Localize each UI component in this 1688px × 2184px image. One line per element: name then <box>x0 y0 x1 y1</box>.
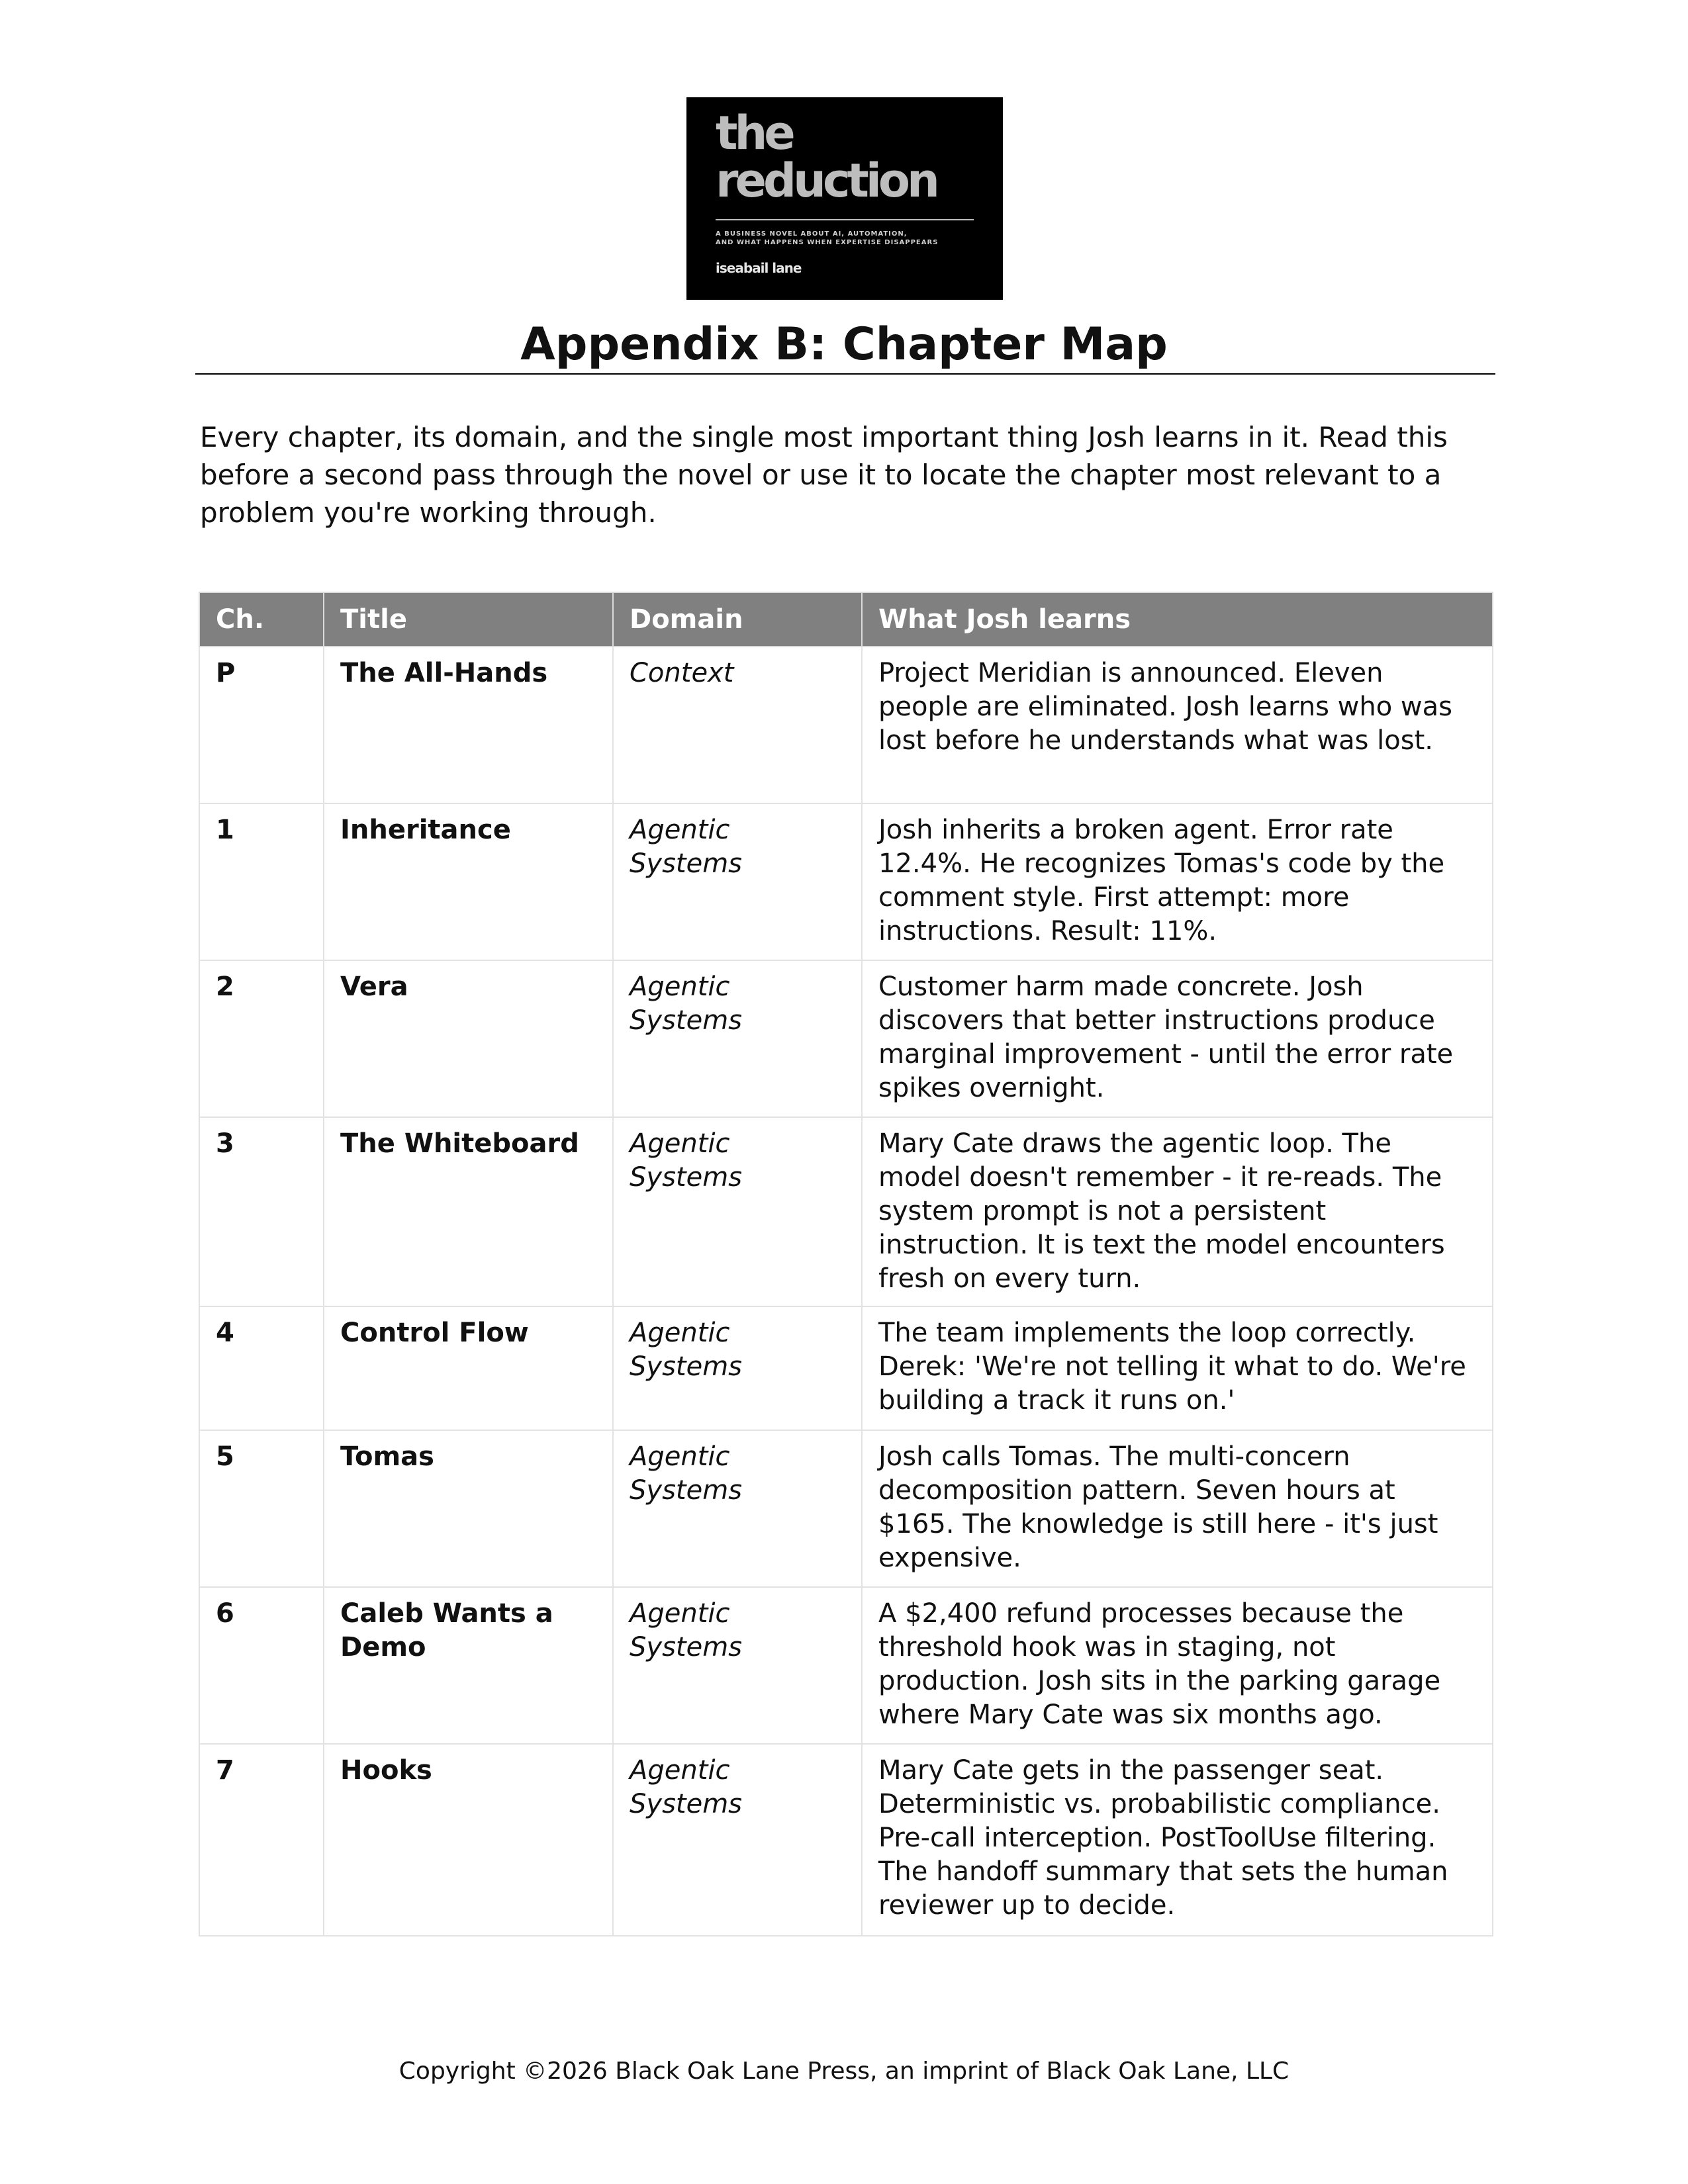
cell-what-josh-learns: Josh calls Tomas. The multi-concern decomposition pattern. Seven hours at $165. The knowledge is still here - it's just expensive. <box>862 1430 1493 1587</box>
cell-what-josh-learns: Customer harm made concrete. Josh discovers that better instructions produce marginal improvement - until the error rate spikes overnight. <box>862 960 1493 1117</box>
cell-chapter: 7 <box>199 1744 324 1936</box>
header-domain: Domain <box>613 592 862 647</box>
table-header-row <box>199 592 1493 647</box>
cell-title: The Whiteboard <box>324 1117 613 1306</box>
copyright-footer: Copyright ©2026 Black Oak Lane Press, an imprint of Black Oak Lane, LLC <box>399 2058 1289 2085</box>
header-chapter: Ch. <box>199 592 324 647</box>
table-row <box>199 1430 1493 1587</box>
cell-what-josh-learns: The team implements the loop correctly. Derek: 'We're not telling it what to do. We're building a track it runs on.' <box>862 1306 1493 1430</box>
table-row <box>199 647 1493 803</box>
cell-chapter: 5 <box>199 1430 324 1587</box>
cell-domain: Context <box>613 647 862 803</box>
chapter-map-table <box>199 592 1493 1936</box>
cell-chapter: 1 <box>199 803 324 960</box>
intro-paragraph: Every chapter, its domain, and the single most important thing Josh learns in it. Read this before a second pass through the novel or use it to locate the chapter most relevant to a problem you're working through. <box>200 421 1448 529</box>
cell-domain: Agentic Systems <box>613 803 862 960</box>
table-row <box>199 960 1493 1117</box>
cover-title-line1: the <box>716 106 792 160</box>
page-title: Appendix B: Chapter Map <box>520 318 1168 371</box>
cell-title: Control Flow <box>324 1306 613 1430</box>
table-row <box>199 1744 1493 1936</box>
cell-title: Hooks <box>324 1744 613 1936</box>
cover-divider <box>716 219 974 220</box>
cell-what-josh-learns: Mary Cate draws the agentic loop. The model doesn't remember - it re-reads. The system prompt is not a persistent instruction. It is text the model encounters fresh on every turn. <box>862 1117 1493 1306</box>
cell-what-josh-learns: Project Meridian is announced. Eleven people are eliminated. Josh learns who was lost before he understands what was lost. <box>862 647 1493 803</box>
cell-domain: Agentic Systems <box>613 1306 862 1430</box>
table-row <box>199 803 1493 960</box>
table-row <box>199 1587 1493 1744</box>
cell-title: Inheritance <box>324 803 613 960</box>
cell-domain: Agentic Systems <box>613 1430 862 1587</box>
cell-what-josh-learns: Mary Cate gets in the passenger seat. Deterministic vs. probabilistic compliance. Pre-call interception. PostToolUse filtering. The handoff summary that sets the human reviewer up to decide. <box>862 1744 1493 1936</box>
title-divider <box>195 373 1495 375</box>
cell-chapter: 4 <box>199 1306 324 1430</box>
cell-domain: Agentic Systems <box>613 1744 862 1936</box>
cell-what-josh-learns: Josh inherits a broken agent. Error rate 12.4%. He recognizes Tomas's code by the comment style. First attempt: more instructions. Result: 11%. <box>862 803 1493 960</box>
cell-domain: Agentic Systems <box>613 1117 862 1306</box>
cell-chapter: 6 <box>199 1587 324 1744</box>
cell-domain: Agentic Systems <box>613 960 862 1117</box>
cell-title: The All-Hands <box>324 647 613 803</box>
table-row <box>199 1117 1493 1306</box>
cover-subtitle: A BUSINESS NOVEL ABOUT AI, AUTOMATION, AND WHAT HAPPENS WHEN EXPERTISE DISAPPEARS <box>716 230 939 246</box>
table-body <box>199 647 1493 1936</box>
header-what-josh-learns: What Josh learns <box>862 592 1493 647</box>
cover-author: iseabail lane <box>716 260 802 276</box>
cover-title-line2: reduction <box>716 154 937 208</box>
cell-title: Vera <box>324 960 613 1117</box>
cell-domain: Agentic Systems <box>613 1587 862 1744</box>
cell-chapter: 2 <box>199 960 324 1117</box>
cell-chapter: 3 <box>199 1117 324 1306</box>
book-cover-logo <box>686 97 1003 300</box>
header-title: Title <box>324 592 613 647</box>
cell-title: Caleb Wants a Demo <box>324 1587 613 1744</box>
table-row <box>199 1306 1493 1430</box>
cell-title: Tomas <box>324 1430 613 1587</box>
cell-chapter: P <box>199 647 324 803</box>
table-header <box>199 592 1493 647</box>
cell-what-josh-learns: A $2,400 refund processes because the threshold hook was in staging, not production. Josh sits in the parking garage where Mary Cate was six months ago. <box>862 1587 1493 1744</box>
